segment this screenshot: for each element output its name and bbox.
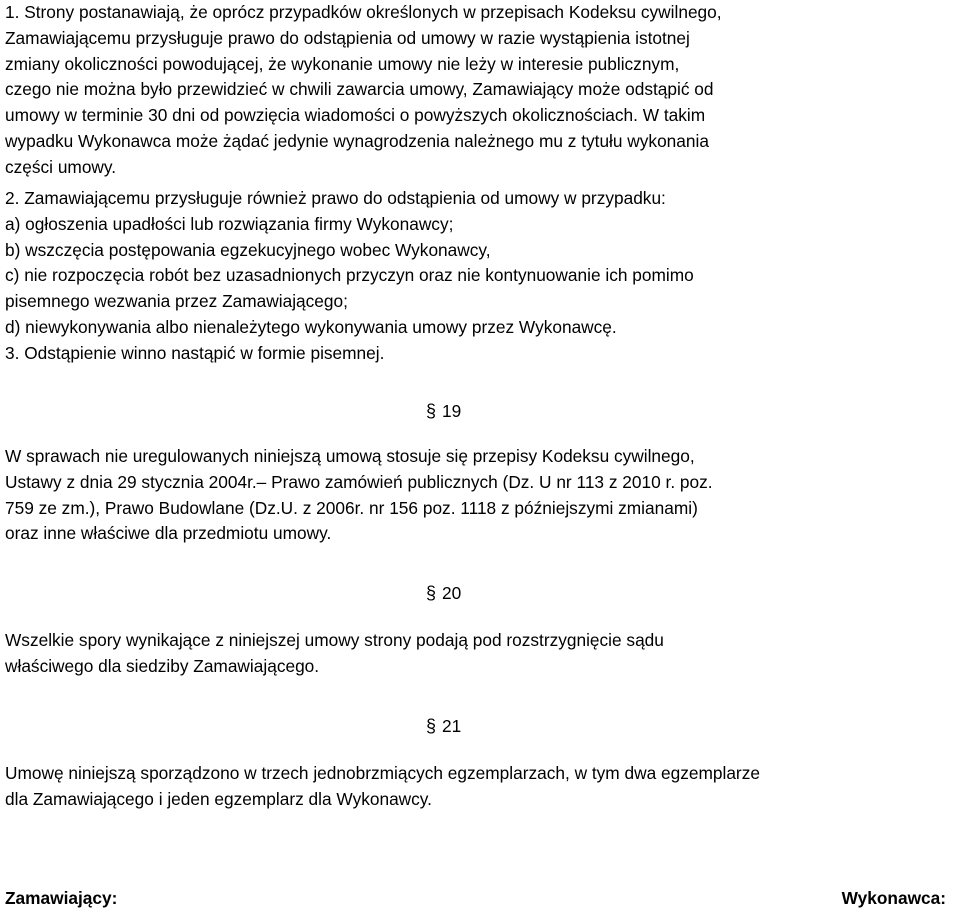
section-number: 19 (442, 401, 462, 421)
text-line: c) nie rozpoczęcia robót bez uzasadnionych przyczyn oraz nie kontynuowanie ich pomimo (5, 265, 694, 286)
section-21-body (5, 761, 960, 813)
section-20-heading (426, 580, 461, 606)
text-line: dla Zamawiającego i jeden egzemplarz dla Wykonawcy. (5, 788, 432, 809)
signature-row (5, 888, 946, 916)
text-line: Wszelkie spory wynikające z niniejszej umowy strony podają pod rozstrzygnięcie sądu (5, 630, 664, 650)
text-line: umowy w terminie 30 dni od powzięcia wiadomości o powyższych okolicznościach. W takim (5, 105, 706, 126)
text-line: Umowę niniejszą sporządzono w trzech jednobrzmiących egzemplarzach, w tym dwa egzemplarze (5, 763, 760, 783)
section-19-heading (426, 398, 461, 424)
text-line: 1. Strony postanawiają, że oprócz przypadków określonych w przepisach Kodeksu cywilnego, (5, 2, 722, 22)
text-line: a) ogłoszenia upadłości lub rozwiązania firmy Wykonawcy; (5, 213, 454, 234)
text-line: wypadku Wykonawca może żądać jedynie wynagrodzenia należnego mu z tytułu wykonania (5, 130, 709, 151)
section-18-points-2-3 (5, 186, 960, 367)
paragraph-sign: § (426, 401, 437, 421)
text-line: 759 ze zm.), Prawo Budowlane (Dz.U. z 2006r. nr 156 poz. 1118 z późniejszymi zmianami) (5, 497, 698, 518)
signature-label-ordering-party: Zamawiający: (5, 888, 118, 908)
text-line: Zamawiającemu przysługuje prawo do odstąpienia od umowy w razie wystąpienia istotnej (5, 27, 690, 48)
text-line: Ustawy z dnia 29 stycznia 2004r.– Prawo zamówień publicznych (Dz. U nr 113 z 2010 r. poz. (5, 471, 713, 492)
section-18-point-1 (5, 0, 960, 181)
signature-label-contractor: Wykonawca: (841, 888, 946, 908)
text-line: b) wszczęcia postępowania egzekucyjnego wobec Wykonawcy, (5, 239, 491, 260)
section-number: 21 (442, 716, 462, 736)
section-21-heading (426, 713, 461, 739)
paragraph-sign: § (426, 583, 437, 603)
text-line: d) niewykonywania albo nienależytego wykonywania umowy przez Wykonawcę. (5, 316, 617, 337)
text-line: czego nie można było przewidzieć w chwili zawarcia umowy, Zamawiający może odstąpić od (5, 79, 714, 100)
text-line: 3. Odstąpienie winno nastąpić w formie pisemnej. (5, 342, 385, 363)
section-20-body (5, 628, 960, 680)
text-line: części umowy. (5, 156, 117, 177)
text-line: właściwego dla siedziby Zamawiającego. (5, 655, 320, 676)
paragraph-sign: § (426, 716, 437, 736)
section-number: 20 (442, 583, 462, 603)
section-19-body (5, 444, 960, 547)
text-line: oraz inne właściwe dla przedmiotu umowy. (5, 523, 332, 544)
text-line: zmiany okoliczności powodującej, że wykonanie umowy nie leży w interesie publicznym, (5, 53, 680, 74)
text-line: pisemnego wezwania przez Zamawiającego; (5, 291, 348, 312)
text-line: 2. Zamawiającemu przysługuje również prawo do odstąpienia od umowy w przypadku: (5, 188, 666, 208)
text-line: W sprawach nie uregulowanych niniejszą umową stosuje się przepisy Kodeksu cywilnego, (5, 446, 695, 466)
